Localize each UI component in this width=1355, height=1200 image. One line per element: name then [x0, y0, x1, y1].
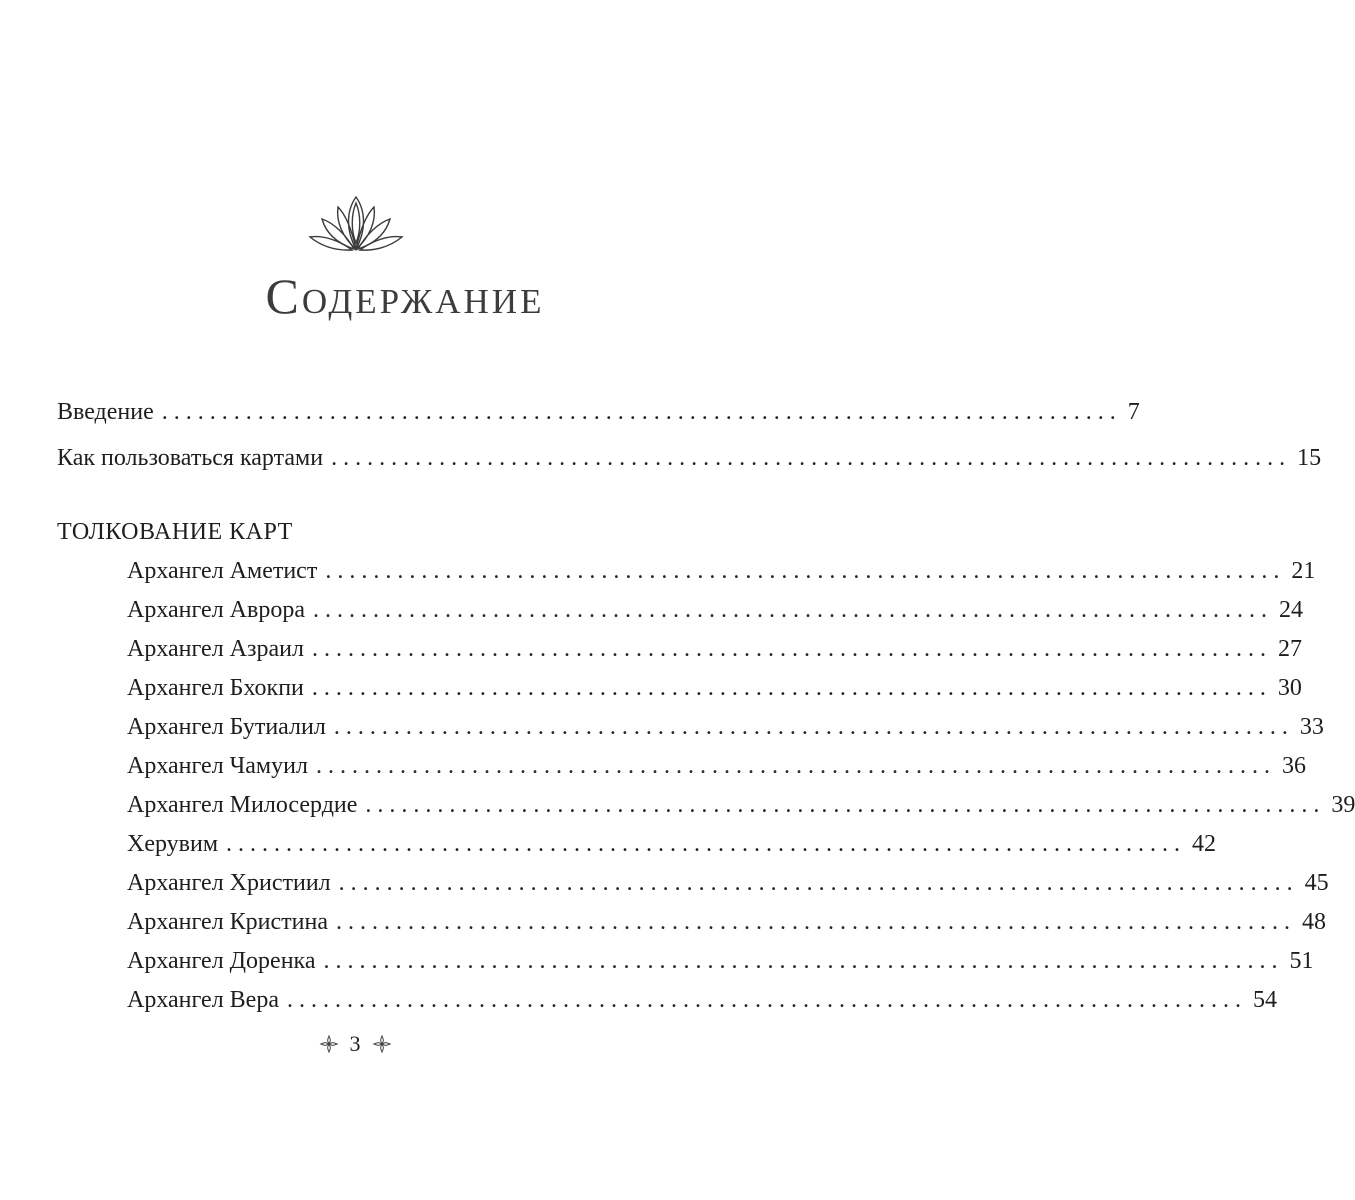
toc-entry-page: 15 [1297, 445, 1322, 471]
toc-entry-page: 45 [1304, 870, 1329, 896]
toc-entry[interactable] [127, 634, 1302, 664]
section-heading: ТОЛКОВАНИЕ КАРТ [57, 519, 293, 545]
toc-entry-label: Архангел Чамуил [127, 753, 308, 779]
toc-entry-label: Херувим [127, 831, 219, 857]
toc-entry[interactable] [57, 397, 1140, 427]
toc-entry-page: 33 [1299, 714, 1324, 740]
page-folio [310, 1029, 400, 1059]
leader-dots: ................................................................................ [333, 714, 1294, 740]
lotus-icon [306, 193, 406, 255]
page-number: 3 [349, 1031, 361, 1056]
toc-entry-label: Архангел Вера [127, 987, 279, 1013]
toc-entry-label: Архангел Бхокпи [127, 675, 304, 701]
leader-dots: ................................................................................ [311, 675, 1272, 701]
leader-dots: ................................................................................ [286, 987, 1247, 1013]
leader-dots: ................................................................................ [331, 445, 1292, 471]
toc-entry-label: Архангел Христиил [127, 870, 331, 896]
toc-entry[interactable] [57, 443, 1322, 473]
toc-entry-label: Архангел Милосердие [127, 792, 358, 818]
toc-entry-page: 30 [1277, 675, 1302, 701]
toc-entry-label: Архангел Азраил [127, 636, 304, 662]
toc-entry[interactable] [127, 907, 1326, 937]
toc-entry-label: Архангел Аврора [127, 597, 305, 623]
toc-entry[interactable] [127, 829, 1217, 859]
toc-entry-label: Архангел Доренка [127, 948, 316, 974]
leader-dots: ................................................................................ [336, 909, 1296, 935]
leader-dots: ................................................................................ [226, 831, 1187, 857]
leader-dots: ................................................................................ [338, 870, 1299, 896]
leader-dots: ................................................................................ [311, 636, 1272, 662]
toc-entry-label: Архангел Аметист [127, 558, 318, 584]
toc-entry[interactable] [127, 673, 1302, 703]
toc-entry-label: Архангел Кристина [127, 909, 328, 935]
toc-entry-page: 21 [1291, 558, 1316, 584]
leader-dots: ................................................................................ [161, 399, 1122, 425]
toc-entry-page: 7 [1127, 399, 1140, 425]
toc-entry[interactable] [127, 712, 1324, 742]
toc-entry-page: 36 [1281, 753, 1306, 779]
toc-entry-page: 42 [1192, 831, 1217, 857]
leader-dots: ................................................................................ [315, 753, 1276, 779]
page-title: Содержание [265, 268, 545, 324]
toc-entry-page: 51 [1289, 948, 1314, 974]
toc-entry-page: 48 [1302, 909, 1326, 935]
leader-dots: ................................................................................ [365, 792, 1326, 818]
ornament-icon [373, 1035, 391, 1053]
toc-entry[interactable] [127, 751, 1306, 781]
toc-entry[interactable] [127, 595, 1303, 625]
toc-entry[interactable] [127, 868, 1329, 898]
leader-dots: ................................................................................ [312, 597, 1273, 623]
toc-entry-label: Как пользоваться картами [57, 445, 324, 471]
toc-entry[interactable] [127, 946, 1314, 976]
toc-entry[interactable] [127, 985, 1277, 1015]
leader-dots: ................................................................................ [325, 558, 1286, 584]
leader-dots: ................................................................................ [323, 948, 1284, 974]
toc-entry-page: 27 [1277, 636, 1302, 662]
toc-entry[interactable] [127, 556, 1316, 586]
toc-entry-label: Введение [57, 399, 154, 425]
toc-entry-label: Архангел Бутиалил [127, 714, 326, 740]
toc-entry-page: 39 [1331, 792, 1355, 818]
toc-entry[interactable] [127, 790, 1355, 820]
toc-entry-page: 24 [1278, 597, 1303, 623]
ornament-icon [320, 1035, 338, 1053]
toc-entry-page: 54 [1252, 987, 1277, 1013]
